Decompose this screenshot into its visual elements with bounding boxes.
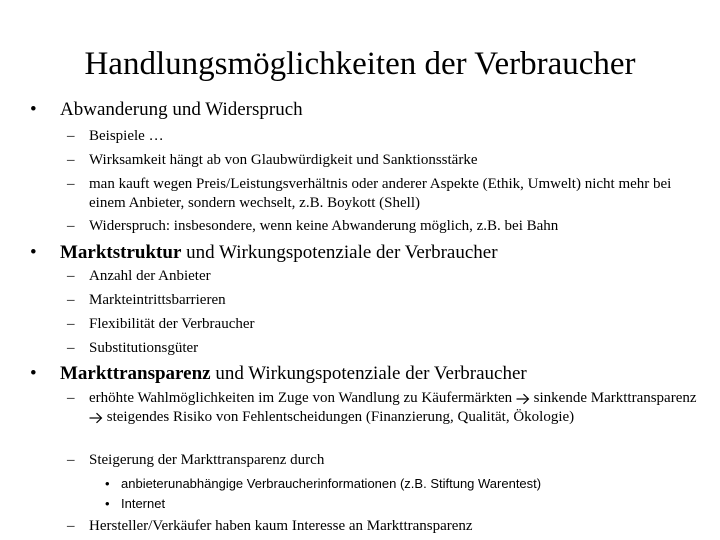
sub-item-text: Wirksamkeit hängt ab von Glaubwürdigkeit und Sanktionsstärke [89, 152, 478, 168]
dash-marker: – [67, 316, 75, 332]
dash-marker: – [67, 176, 75, 192]
sub-item-text: Steigerung der Markttransparenz durch [89, 452, 325, 468]
sub-item-text: Anzahl der Anbieter [89, 268, 211, 284]
dash-marker: – [67, 340, 75, 356]
sub-item-text-part: erhöhte Wahlmöglichkeiten im Zuge von Wandlung zu Käufermärkten [89, 390, 513, 406]
sub-item-text-part: steigendes Risiko von Fehlentscheidungen (Finanzierung, Qualität, Ökologie) [106, 409, 575, 425]
bullet-heading-bold: Markttransparenz [60, 363, 211, 384]
sub-sub-item-text: anbieterunabhängige Verbraucherinformationen (z.B. Stiftung Warentest) [121, 476, 542, 491]
dash-marker: – [67, 518, 75, 534]
bullet-heading [60, 363, 527, 385]
sub-sub-item-text: Internet [121, 496, 166, 511]
bullet-heading-bold: Marktstruktur [60, 242, 182, 263]
slide-title: Handlungsmöglichkeiten der Verbraucher [84, 46, 636, 82]
dash-marker: – [67, 390, 75, 406]
sub-item-text: man kauft wegen Preis/Leistungsverhältnis oder anderer Aspekte (Ethik, Umwelt) nicht mehr bei einem Anbieter, sondern wechselt, z.B. Boykott (Shell) [89, 176, 672, 211]
dash-marker: – [67, 268, 75, 284]
bullet-marker: • [30, 99, 37, 120]
sub-item-text: Beispiele … [89, 128, 164, 144]
sub-item-text-part: sinkende Markttransparenz [533, 390, 697, 406]
dash-marker: – [67, 152, 75, 168]
dash-marker: – [67, 292, 75, 308]
bullet-heading-rest: und Wirkungspotenziale der Verbraucher [210, 363, 527, 384]
right-arrow-icon [516, 393, 530, 405]
sub-item-text: Markteintrittsbarrieren [89, 292, 226, 308]
bullet-marker: • [30, 363, 37, 384]
dash-marker: – [67, 218, 75, 234]
sub-item-text: Hersteller/Verkäufer haben kaum Interesse an Markttransparenz [89, 518, 473, 534]
bullet-heading-rest: und Wirkungspotenziale der Verbraucher [181, 242, 498, 263]
sub-item-text: Substitutionsgüter [89, 340, 199, 356]
bullet-heading: Abwanderung und Widerspruch [60, 99, 303, 120]
sub-item-text: Flexibilität der Verbraucher [89, 316, 255, 332]
sub-bullet-marker: • [105, 476, 110, 491]
dash-marker: – [67, 128, 75, 144]
right-arrow-icon [89, 412, 103, 424]
sub-item-text [89, 389, 709, 427]
dash-marker: – [67, 452, 75, 468]
sub-item-text: Widerspruch: insbesondere, wenn keine Abwanderung möglich, z.B. bei Bahn [89, 218, 559, 234]
sub-bullet-marker: • [105, 496, 110, 511]
bullet-marker: • [30, 242, 37, 263]
bullet-heading [60, 242, 498, 264]
